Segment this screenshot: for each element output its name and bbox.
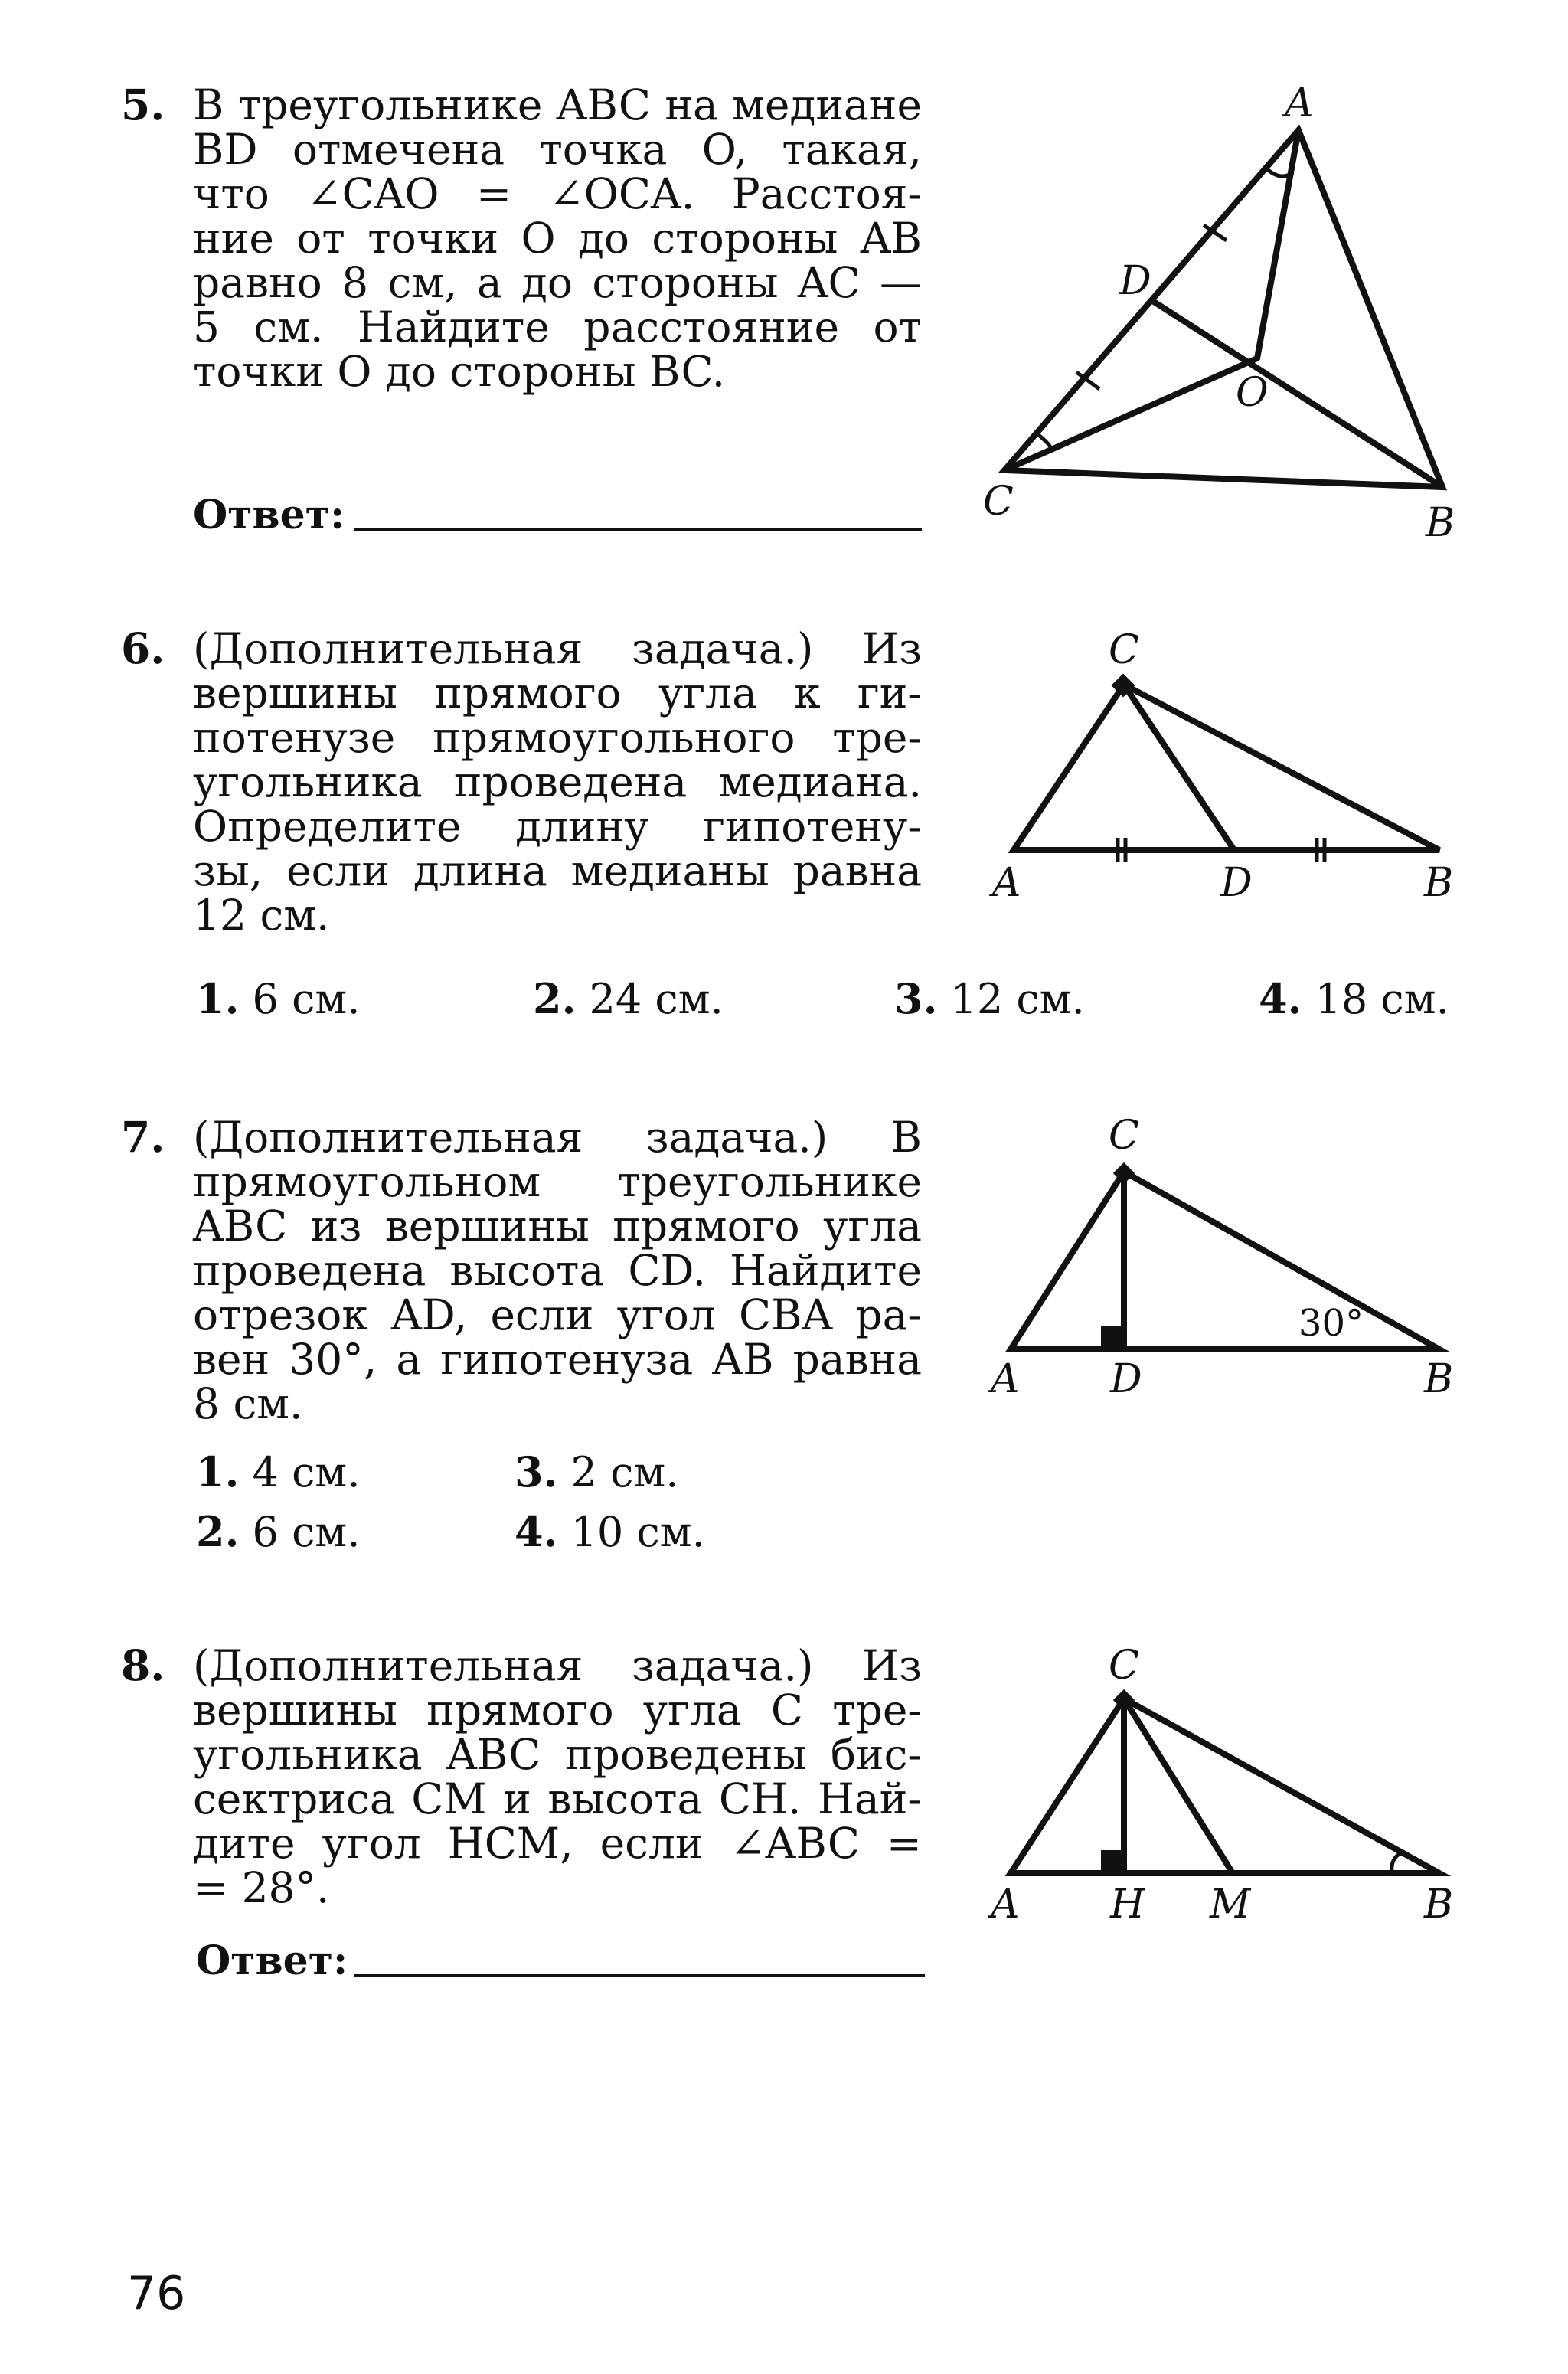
- page-number: 76: [127, 2267, 186, 2320]
- problem-8-line: дите угол HCM, если ∠ABC =: [193, 1819, 922, 1868]
- problem-6-number: 6.: [121, 623, 165, 673]
- label-d: D: [1220, 860, 1253, 906]
- problem-6-line: угольника проведена медиана.: [193, 757, 922, 806]
- label-c: C: [983, 479, 1014, 525]
- problem-5-line: равно 8 см, а до стороны AC —: [193, 258, 922, 307]
- problem-7-line: проведена высота CD. Найдите: [193, 1246, 922, 1295]
- label-b: B: [1426, 500, 1455, 546]
- label-c: C: [1109, 1113, 1139, 1159]
- problem-6-line: (Дополнительная задача.) Из: [193, 624, 922, 673]
- problem-5-figure: [980, 77, 1485, 551]
- problem-5-text: [193, 80, 922, 396]
- problem-5-line: BD отмечена точка O, такая,: [193, 125, 922, 174]
- label-a: A: [992, 860, 1021, 906]
- problem-7-line: ABC из вершины прямого угла: [193, 1202, 922, 1251]
- triangle-abc: [1011, 1172, 1439, 1349]
- problem-8-text: [193, 1643, 922, 1910]
- problem-7-line: 8 см.: [193, 1379, 303, 1428]
- right-angle-mark-h: [1101, 1850, 1124, 1873]
- label-a: A: [991, 1356, 1020, 1402]
- problem-7-option[interactable]: [514, 1447, 678, 1496]
- problem-5-line: 5 см. Найдите расстояние от: [193, 302, 922, 352]
- problem-6-line: 12 см.: [193, 891, 330, 940]
- problem-6-option[interactable]: [894, 974, 1085, 1023]
- problem-5-line: В треугольнике ABC на медиане: [193, 80, 922, 129]
- problem-6-option[interactable]: [1259, 974, 1449, 1023]
- problem-6-line: вершины прямого угла к ги-: [193, 669, 922, 718]
- triangle-abc: [1014, 685, 1439, 850]
- problem-8-line: вершины прямого угла C тре-: [193, 1686, 922, 1735]
- option-number: 1.: [196, 1447, 240, 1496]
- option-text: 6 см.: [252, 1508, 361, 1556]
- label-h: H: [1110, 1882, 1145, 1928]
- median-bd: [1152, 300, 1442, 487]
- problem-7-option[interactable]: [514, 1507, 705, 1556]
- label-b: B: [1424, 1356, 1454, 1402]
- label-m: M: [1210, 1882, 1251, 1928]
- problem-5-line: точки O до стороны BC.: [193, 347, 726, 396]
- option-text: 24 см.: [589, 975, 724, 1023]
- option-number: 3.: [514, 1447, 558, 1496]
- problem-8-number: 8.: [121, 1640, 165, 1690]
- label-b: B: [1424, 1882, 1454, 1928]
- triangle-abc: [1004, 130, 1442, 487]
- label-angle-30: 30°: [1298, 1302, 1364, 1345]
- problem-7-figure: [980, 1110, 1485, 1417]
- option-text: 12 см.: [950, 975, 1085, 1023]
- problem-7-number: 7.: [121, 1112, 165, 1162]
- problem-6-option[interactable]: [196, 974, 360, 1023]
- label-d: D: [1110, 1356, 1142, 1402]
- problem-6-text: [193, 624, 922, 940]
- problem-8-answer-label: Ответ:: [196, 1937, 348, 1984]
- problem-6-line: Определите длину гипотену-: [193, 802, 922, 851]
- problem-7-text: [193, 1115, 922, 1426]
- option-number: 4.: [1259, 974, 1302, 1023]
- option-text: 18 см.: [1315, 975, 1449, 1023]
- label-c: C: [1109, 627, 1139, 673]
- label-b: B: [1424, 860, 1454, 906]
- problem-5-answer-label: Ответ:: [193, 492, 345, 538]
- angle-arc-c: [1037, 433, 1052, 450]
- problem-7-line: (Дополнительная задача.) В: [193, 1113, 922, 1162]
- problem-6-line: потенузе прямоугольного тре-: [193, 713, 922, 762]
- label-c: C: [1109, 1643, 1139, 1689]
- segment-co: [1004, 358, 1257, 470]
- problem-8-line: = 28°.: [193, 1863, 330, 1912]
- problem-7-line: вен 30°, а гипотенуза AB равна: [193, 1335, 922, 1384]
- problem-8-line: угольника ABC проведены бис-: [193, 1730, 922, 1779]
- option-number: 2.: [533, 974, 577, 1023]
- problem-6-option[interactable]: [533, 974, 724, 1023]
- problem-8-figure: [980, 1631, 1485, 1937]
- label-d: D: [1119, 258, 1152, 304]
- label-o: O: [1236, 370, 1269, 416]
- option-number: 4.: [514, 1507, 558, 1556]
- triangle-abc: [1011, 1699, 1439, 1873]
- problem-5-line: что ∠CAO = ∠OCA. Расстоя-: [193, 169, 922, 218]
- segment-ao: [1257, 130, 1298, 358]
- label-a: A: [991, 1882, 1020, 1928]
- problem-8-answer-line[interactable]: [354, 1974, 925, 1977]
- option-text: 6 см.: [252, 975, 361, 1023]
- option-text: 4 см.: [252, 1448, 361, 1496]
- bisector-cm: [1124, 1699, 1233, 1873]
- label-a: A: [1285, 80, 1314, 126]
- problem-5-number: 5.: [121, 80, 165, 129]
- problem-8-line: сектриса CM и высота CH. Най-: [193, 1774, 922, 1823]
- problem-8-line: (Дополнительная задача.) Из: [193, 1641, 922, 1690]
- problem-7-option[interactable]: [196, 1447, 360, 1496]
- problem-6-figure: [980, 620, 1485, 911]
- problem-7-option[interactable]: [196, 1507, 360, 1556]
- option-number: 3.: [894, 974, 938, 1023]
- median-cd: [1124, 685, 1234, 850]
- problem-5-answer-line[interactable]: [354, 528, 922, 531]
- option-text: 10 см.: [570, 1508, 705, 1556]
- option-number: 2.: [196, 1507, 240, 1556]
- right-angle-mark-d: [1101, 1326, 1124, 1349]
- option-number: 1.: [196, 974, 240, 1023]
- problem-6-line: зы, если длина медианы равна: [193, 846, 922, 895]
- problem-7-line: прямоугольном треугольнике: [193, 1157, 922, 1206]
- problem-5-line: ние от точки O до стороны AB: [193, 214, 922, 263]
- option-text: 2 см.: [570, 1448, 679, 1496]
- problem-7-line: отрезок AD, если угол CBA ра-: [193, 1290, 922, 1339]
